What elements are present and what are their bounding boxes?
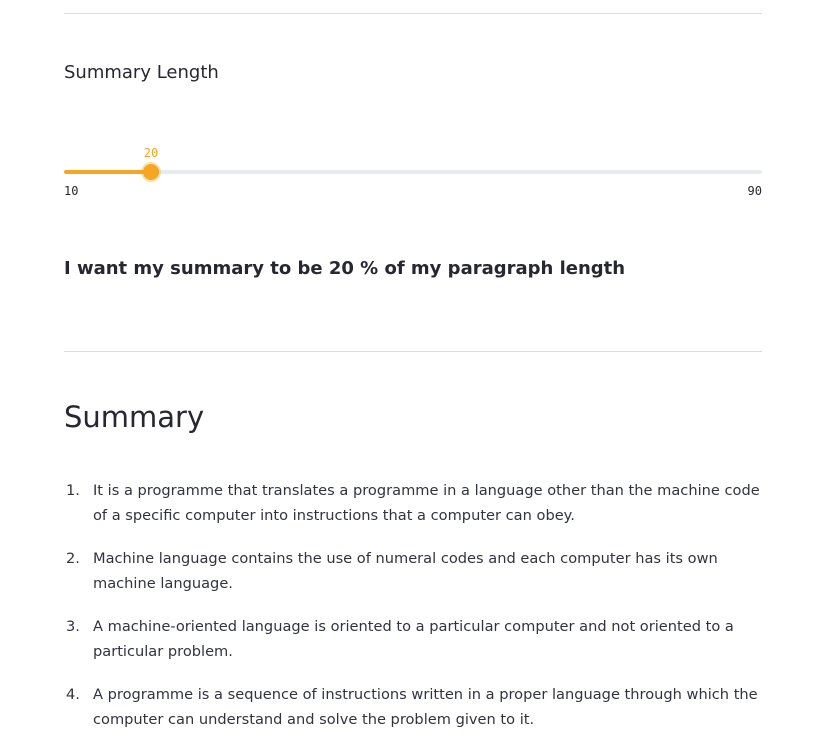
slider-track[interactable] [64, 170, 762, 174]
list-item-number: 1. [66, 482, 80, 499]
summary-length-statement: I want my summary to be 20 % of my paragraph length [64, 258, 626, 279]
summary-list-item [64, 546, 762, 596]
list-item-text: It is a programme that translates a programme in a language other than the machine code of a specific computer into instructions that a computer can obey. [93, 482, 760, 524]
summary-list-item [64, 682, 762, 732]
slider-label: Summary Length [64, 62, 219, 83]
section-divider [64, 351, 762, 352]
list-item-text: A programme is a sequence of instructions written in a proper language through which the computer can understand and solve the problem given to it. [93, 686, 758, 728]
summary-list [64, 478, 762, 750]
slider-current-value: 20 [143, 146, 159, 160]
summary-list-item [64, 478, 762, 528]
summary-length-slider[interactable] [64, 140, 762, 204]
slider-fill [64, 170, 151, 174]
slider-thumb[interactable] [143, 164, 159, 180]
main-content [64, 0, 762, 756]
slider-min-label: 10 [64, 184, 79, 198]
list-item-number: 4. [66, 686, 80, 703]
list-item-text: A machine-oriented language is oriented to a particular computer and not oriented to a particular problem. [93, 618, 734, 660]
slider-max-label: 90 [747, 184, 762, 198]
top-divider [64, 13, 762, 14]
list-item-number: 2. [66, 550, 80, 567]
list-item-text: Machine language contains the use of numeral codes and each computer has its own machine language. [93, 550, 718, 592]
summary-list-item [64, 614, 762, 664]
summary-heading: Summary [64, 400, 205, 434]
list-item-number: 3. [66, 618, 80, 635]
